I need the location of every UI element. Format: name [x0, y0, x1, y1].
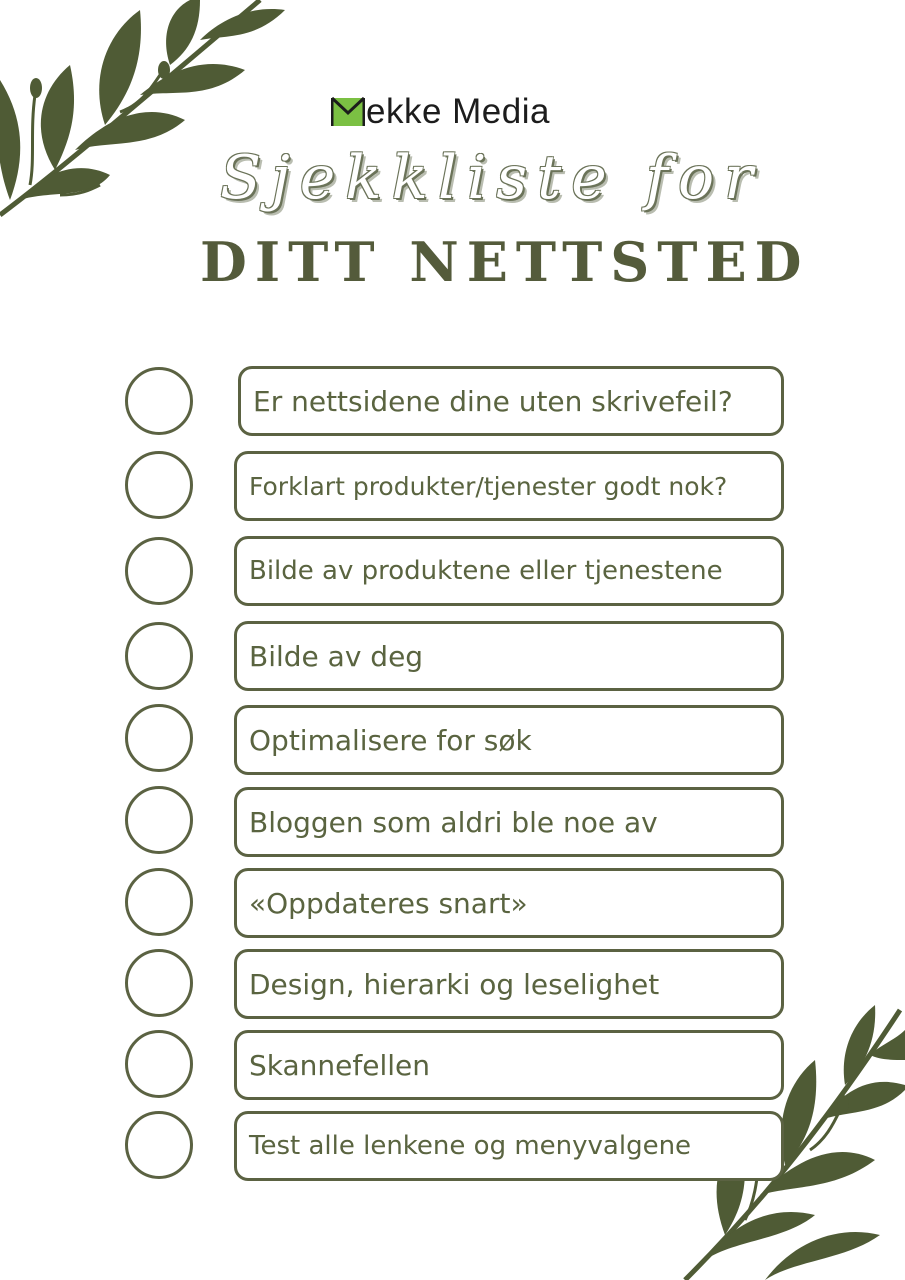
- checkbox-6[interactable]: [125, 786, 193, 854]
- checklist-item-label: Er nettsidene dine uten skrivefeil?: [253, 384, 733, 418]
- brand-name: ekke Media: [366, 92, 550, 131]
- checklist-item-label: Bloggen som aldri ble noe av: [249, 805, 658, 839]
- checkbox-3[interactable]: [125, 537, 193, 605]
- checkbox-7[interactable]: [125, 868, 193, 936]
- checkbox-8[interactable]: [125, 949, 193, 1017]
- checkbox-1[interactable]: [125, 367, 193, 435]
- checklist-item-label: «Oppdateres snart»: [249, 886, 528, 920]
- checklist-item-label: Skannefellen: [249, 1048, 430, 1082]
- checklist-item-label: Optimalisere for søk: [249, 723, 532, 757]
- checkbox-5[interactable]: [125, 704, 193, 772]
- checklist-item-label: Bilde av produktene eller tjenestene: [249, 556, 723, 586]
- checklist-item-label: Forklart produkter/tjenester godt nok?: [249, 471, 728, 501]
- checkbox-4[interactable]: [125, 622, 193, 690]
- checklist-item-10: [234, 1111, 784, 1181]
- checkbox-2[interactable]: [125, 451, 193, 519]
- checklist-item-label: Bilde av deg: [249, 639, 424, 673]
- checkbox-10[interactable]: [125, 1111, 193, 1179]
- checklist-item-8: [234, 949, 784, 1019]
- checklist-item-1: [238, 366, 784, 436]
- page-title: DITT NETTSTED: [200, 230, 810, 294]
- checklist-item-4: [234, 621, 784, 691]
- checklist-item-5: [234, 705, 784, 775]
- checklist-item-2: [234, 451, 784, 521]
- checklist-item-6: [234, 787, 784, 857]
- checklist-item-label: Design, hierarki og leselighet: [249, 967, 660, 1001]
- checkbox-9[interactable]: [125, 1030, 193, 1098]
- checklist-item-7: [234, 868, 784, 938]
- checklist-item-label: Test alle lenkene og menyvalgene: [249, 1131, 692, 1161]
- script-title: Sjekkliste for: [220, 143, 763, 213]
- checklist-item-9: [234, 1030, 784, 1100]
- checklist-item-3: [234, 536, 784, 606]
